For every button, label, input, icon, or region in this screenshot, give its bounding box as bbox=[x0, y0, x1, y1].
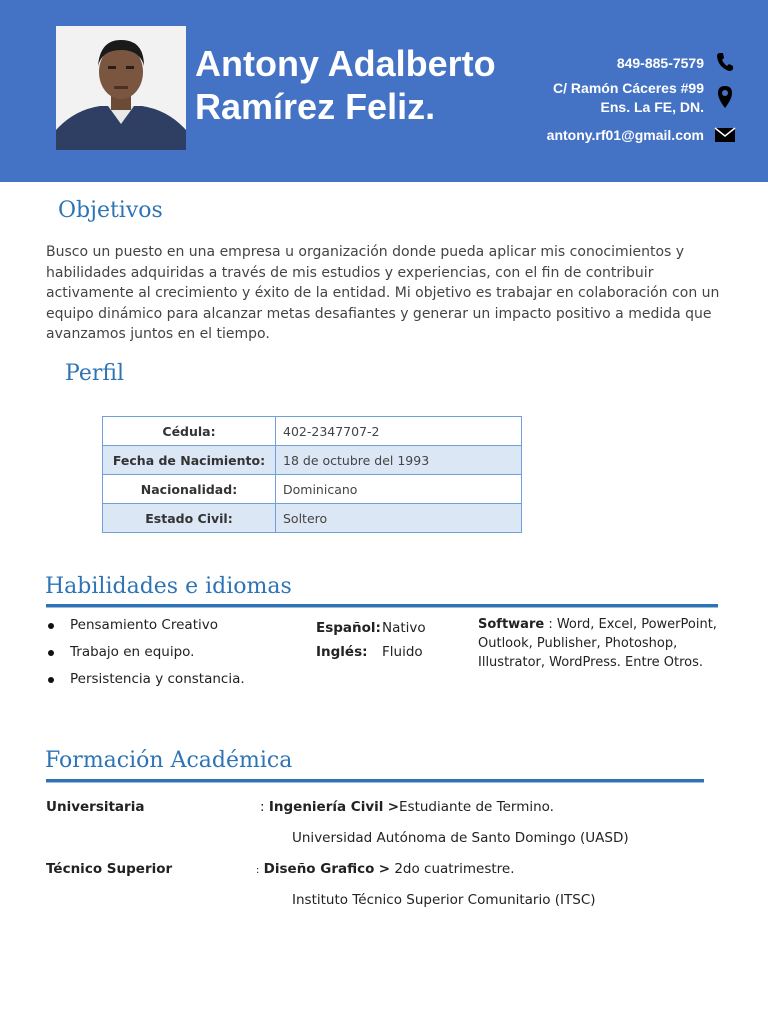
profile-table bbox=[102, 416, 522, 533]
skills-title: Habilidades e idiomas bbox=[45, 574, 292, 599]
person-portrait-icon bbox=[56, 26, 186, 150]
education-status: Estudiante de Termino. bbox=[399, 799, 554, 815]
arrow: > bbox=[387, 799, 400, 815]
list-item: Pensamiento Creativo bbox=[46, 614, 306, 641]
software-label: Software bbox=[478, 617, 545, 632]
name-line-2: Ramírez Feliz. bbox=[195, 86, 436, 127]
language-level: Nativo bbox=[382, 620, 426, 636]
profile-row bbox=[103, 504, 522, 533]
education-program: Diseño Grafico bbox=[263, 861, 375, 877]
list-item: Persistencia y constancia. bbox=[46, 668, 306, 695]
profile-photo bbox=[56, 26, 186, 150]
skills-divider bbox=[46, 604, 718, 607]
education-divider bbox=[46, 779, 704, 782]
education-level: Técnico Superior bbox=[46, 861, 173, 877]
colon: : bbox=[260, 799, 265, 815]
address-line-2: Ens. La FE, DN. bbox=[600, 99, 704, 115]
objectives-title: Objetivos bbox=[58, 198, 163, 223]
software-skills bbox=[478, 615, 728, 672]
profile-row bbox=[103, 446, 522, 475]
header-banner bbox=[0, 0, 768, 182]
profile-label: Cédula: bbox=[103, 417, 276, 446]
profile-label: Fecha de Nacimiento: bbox=[103, 446, 276, 475]
profile-value: 402-2347707-2 bbox=[276, 417, 522, 446]
profile-title: Perfil bbox=[65, 361, 125, 386]
profile-value: 18 de octubre del 1993 bbox=[276, 446, 522, 475]
objectives-text: Busco un puesto en una empresa u organización donde pueda aplicar mis conocimientos y habilidades adquiridas a través de mis estudios y experiencias, con el fin de contribuir activamente al crecimiento y éxito de la entidad. Mi objetivo es trabajar en colaboración con un equipo dinámico para alcanzar metas desafiantes y generar un impacto positivo a medida que avanzamos juntos en el tiempo. bbox=[46, 244, 720, 342]
profile-label: Nacionalidad: bbox=[103, 475, 276, 504]
profile-row bbox=[103, 475, 522, 504]
envelope-icon bbox=[714, 127, 736, 143]
full-name bbox=[195, 42, 535, 128]
language-spanish bbox=[316, 620, 426, 636]
language-label: Español: bbox=[316, 620, 381, 636]
phone-text: 849-885-7579 bbox=[616, 55, 704, 71]
list-item: Trabajo en equipo. bbox=[46, 641, 306, 668]
colon: : bbox=[256, 865, 260, 876]
education-institution: Instituto Técnico Superior Comunitario (ITSC) bbox=[292, 892, 596, 908]
language-label: Inglés: bbox=[316, 644, 368, 660]
email-text: antony.rf01@gmail.com bbox=[546, 127, 704, 143]
profile-label: Estado Civil: bbox=[103, 504, 276, 533]
education-level: Universitaria bbox=[46, 799, 145, 815]
profile-value: Dominicano bbox=[276, 475, 522, 504]
education-program-line bbox=[260, 799, 554, 815]
location-pin-icon bbox=[716, 85, 734, 109]
skills-list bbox=[46, 614, 306, 695]
name-line-1: Antony Adalberto bbox=[195, 43, 496, 84]
profile-value: Soltero bbox=[276, 504, 522, 533]
software-text: : Word, Excel, PowerPoint, Outlook, Publisher, Photoshop, Illustrator, WordPress. Entre Otros. bbox=[478, 617, 717, 670]
education-title: Formación Académica bbox=[45, 748, 293, 773]
arrow: > bbox=[378, 861, 391, 877]
language-level: Fluido bbox=[382, 644, 423, 660]
education-program: Ingeniería Civil bbox=[268, 799, 384, 815]
phone-icon bbox=[716, 52, 734, 72]
address-line-1: C/ Ramón Cáceres #99 bbox=[553, 80, 704, 96]
profile-row bbox=[103, 417, 522, 446]
education-program-line bbox=[256, 861, 515, 877]
education-status: 2do cuatrimestre. bbox=[394, 861, 515, 877]
education-institution: Universidad Autónoma de Santo Domingo (UASD) bbox=[292, 830, 629, 846]
language-english bbox=[316, 644, 423, 660]
